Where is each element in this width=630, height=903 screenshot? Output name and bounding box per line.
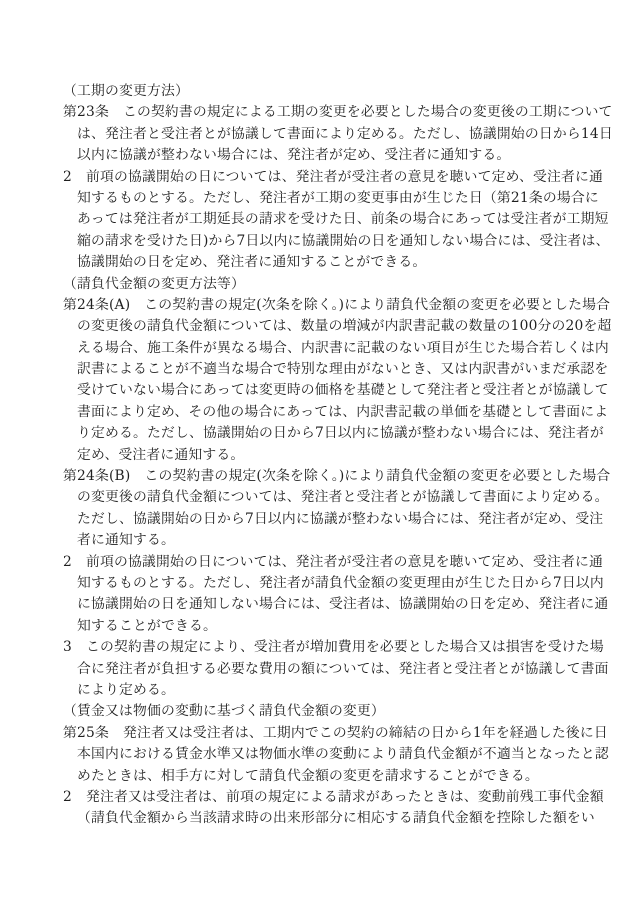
document-line: 受けていない場合にあっては変更時の価格を基礎として発注者と受注者とが協議して: [77, 382, 609, 399]
document-line: 第24条(A) この契約書の規定(次条を除く。)により請負代金額の変更を必要とした場合: [63, 296, 611, 313]
document-line: の変更後の請負代金額については、発注者と受注者とが協議して書面により定める。: [77, 489, 609, 506]
document-line: える場合、施工条件が異なる場合、内訳書に記載のない項目が生じた場合若しくは内: [77, 339, 609, 356]
document-line: 第25条 発注者又は受注者は、工期内でこの契約の締結の日から1年を経過した後に日: [63, 724, 608, 741]
document-line: 知するものとする。ただし、発注者が請負代金額の変更理由が生じた日から7日以内: [77, 574, 604, 591]
document-line: により定める。: [77, 681, 175, 698]
document-line: 合に発注者が負担する必要な費用の額については、発注者と受注者とが協議して書面: [77, 660, 609, 677]
section-heading: （工期の変更方法）: [63, 83, 189, 99]
document-line: 本国内における賃金水準又は物価水準の変動により請負代金額が不適当となったと認: [77, 746, 609, 763]
document-line: 訳書によることが不適当な場合で特別な理由がないとき、又は内訳書がいまだ承認を: [77, 361, 609, 378]
document-line: 協議開始の日を定め、発注者に通知することができる。: [77, 254, 427, 271]
document-line: 書面により定め、その他の場合にあっては、内訳書記載の単価を基礎として書面によ: [77, 403, 609, 420]
document-line: 知することができる。: [77, 617, 217, 634]
document-line: 3 この契約書の規定により、受注者が増加費用を必要とした場合又は損害を受けた場: [63, 639, 604, 656]
section-heading: （請負代金額の変更方法等）: [63, 275, 245, 292]
document-line: あっては発注者が工期延長の請求を受けた日、前条の場合にあっては受注者が工期短: [77, 211, 609, 228]
section-heading: （賃金又は物価の変動に基づく請負代金額の変更）: [63, 703, 385, 720]
document-line: 第23条 この契約書の規定による工期の変更を必要とした場合の変更後の工期について: [63, 104, 613, 121]
document-line: 2 発注者又は受注者は、前項の規定による請求があったときは、変動前残工事代金額: [63, 788, 604, 805]
document-line: 知するものとする。ただし、発注者が工期の変更事由が生じた日（第21条の場合に: [77, 189, 599, 206]
document-line: 2 前項の協議開始の日については、発注者が受注者の意見を聴いて定め、受注者に通: [63, 168, 604, 185]
document-line: めたときは、相手方に対して請負代金額の変更を請求することができる。: [77, 767, 539, 784]
document-line: 定め、受注者に通知する。: [77, 446, 245, 463]
document-line: 以内に協議が整わない場合には、発注者が定め、受注者に通知する。: [77, 147, 511, 164]
document-line: 縮の請求を受けた日)から7日以内に協議開始の日を通知しない場合には、受注者は、: [77, 232, 610, 249]
document-line: ただし、協議開始の日から7日以内に協議が整わない場合には、発注者が定め、受注: [77, 510, 604, 527]
document-line: 者に通知する。: [77, 532, 175, 549]
document-line: は、発注者と受注者とが協議して書面により定める。ただし、協議開始の日から14日: [77, 125, 613, 142]
document-line: り定める。ただし、協議開始の日から7日以内に協議が整わない場合には、発注者が: [77, 425, 604, 442]
document-line: に協議開始の日を通知しない場合には、受注者は、協議開始の日を定め、発注者に通: [77, 596, 609, 613]
document-line: の変更後の請負代金額については、数量の増減が内訳書記載の数量の100分の20を超: [77, 318, 612, 335]
document-line: 2 前項の協議開始の日については、発注者が受注者の意見を聴いて定め、受注者に通: [63, 553, 604, 570]
document-text: [63, 81, 613, 830]
document-line: （請負代金額から当該請求時の出来形部分に相応する請負代金額を控除した額をい: [77, 810, 595, 827]
document-line: 第24条(B) この契約書の規定(次条を除く。)により請負代金額の変更を必要とした場合: [63, 468, 611, 485]
